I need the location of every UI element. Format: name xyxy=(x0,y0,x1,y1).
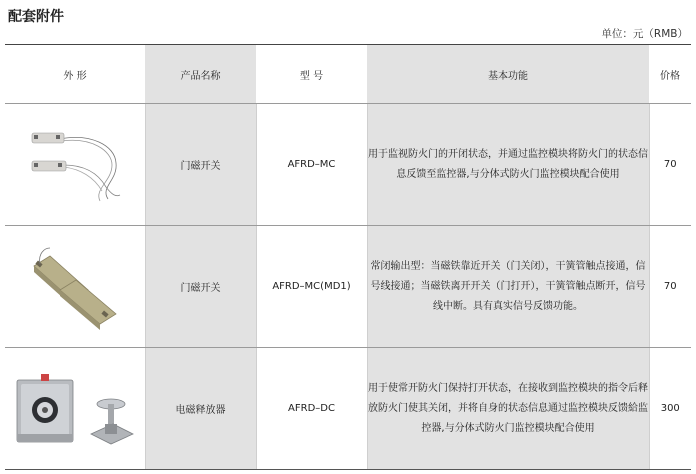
currency-unit-label: 单位：元（RMB） xyxy=(601,28,688,40)
header-shape: 外 形 xyxy=(5,45,145,104)
product-name: 电磁释放器 xyxy=(145,348,256,470)
product-function: 用于使常开防火门保持打开状态，在接收到监控模块的指令后释放防火门使其关闭，并将自身的状态信息通过监控模块反馈給监控器,与分体式防火门监控模块配合使用 xyxy=(367,348,649,470)
product-price: 70 xyxy=(649,104,691,226)
product-price: 300 xyxy=(649,348,691,470)
product-function: 用于监视防火门的开闭状态，并通过监控模块将防火门的状态信息反馈至监控器,与分体式防火门监控模块配合使用 xyxy=(367,104,649,226)
table-row xyxy=(5,348,691,470)
product-name: 门磁开关 xyxy=(145,226,256,348)
product-name: 门磁开关 xyxy=(145,104,256,226)
header-price: 价格 xyxy=(649,45,691,104)
electromagnetic-door-holder-image xyxy=(13,364,137,454)
magnetic-door-switch-md1-image xyxy=(20,242,130,332)
header-model: 型 号 xyxy=(256,45,367,104)
product-price: 70 xyxy=(649,226,691,348)
product-image-cell xyxy=(5,348,145,470)
header-product-name: 产品名称 xyxy=(145,45,256,104)
magnetic-door-switch-image xyxy=(20,125,130,205)
product-model: AFRD–DC xyxy=(256,348,367,470)
product-image-cell xyxy=(5,104,145,226)
product-model: AFRD–MC xyxy=(256,104,367,226)
product-function: 常闭输出型：当磁铁靠近开关（门关闭），干簧管触点接通，信号线接通；当磁铁离开开关（门打开），干簧管触点断开，信号线中断。具有真实信号反馈功能。 xyxy=(367,226,649,348)
table-row xyxy=(5,226,691,348)
product-image-cell xyxy=(5,226,145,348)
accessory-table xyxy=(5,44,691,470)
table-row xyxy=(5,104,691,226)
table-header-row xyxy=(5,45,691,104)
page-title: 配套附件 xyxy=(8,9,64,25)
header-function: 基本功能 xyxy=(367,45,649,104)
product-model: AFRD–MC(MD1) xyxy=(256,226,367,348)
